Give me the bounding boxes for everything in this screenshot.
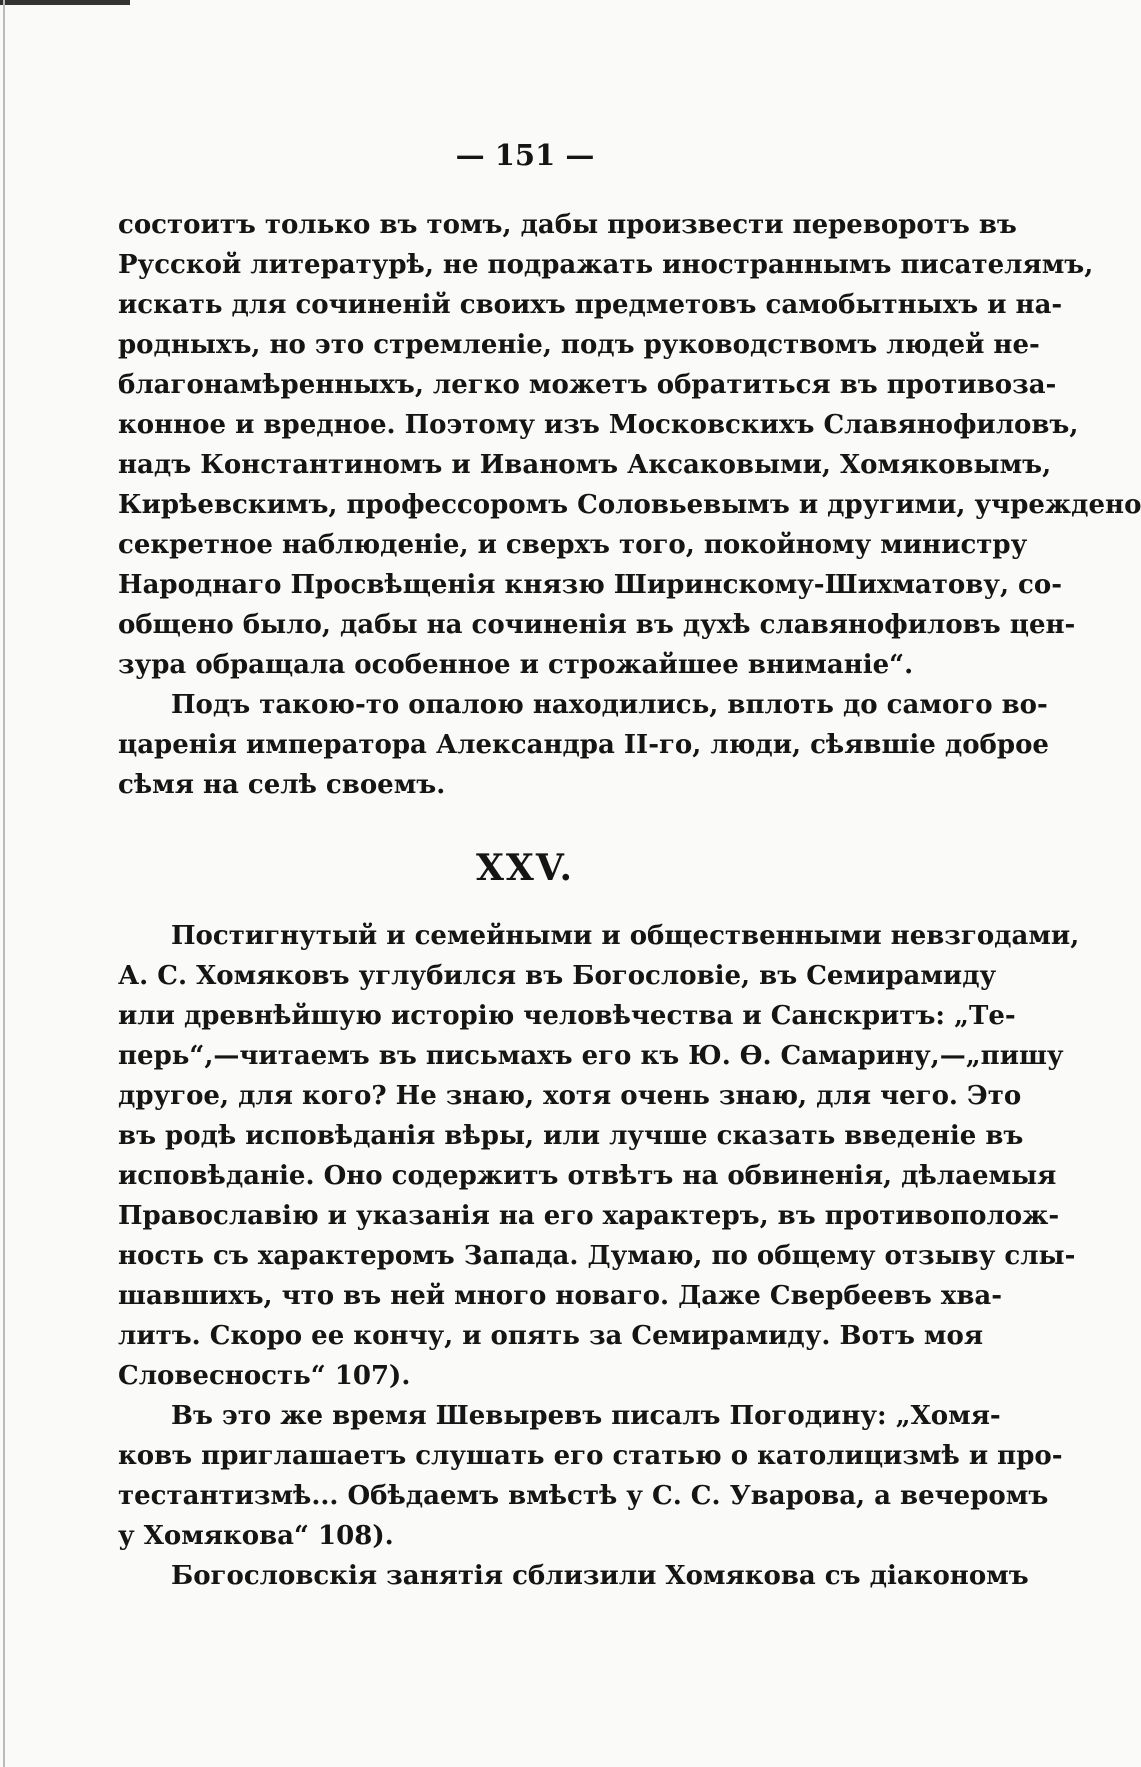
- text-line: Постигнутый и семейными и общественными невзгодами,: [171, 921, 1080, 951]
- text-line: царенія императора Александра II-го, люди, сѣявшіе доброе: [118, 730, 1049, 760]
- text-line: тестантизмѣ... Обѣдаемъ вмѣстѣ у С. С. Уварова, а вечеромъ: [118, 1481, 1049, 1511]
- text-line: родныхъ, но это стремленіе, подъ руководствомъ людей не-: [118, 330, 1040, 360]
- text-line: другое, для кого? Не знаю, хотя очень знаю, для чего. Это: [118, 1081, 1022, 1111]
- text-line: конное и вредное. Поэтому изъ Московскихъ Славянофиловъ,: [118, 410, 1079, 440]
- text-line: А. С. Хомяковъ углубился въ Богословіе, въ Семирамиду: [118, 961, 997, 991]
- text-line: или древнѣйшую исторію человѣчества и Санскритъ: „Те-: [118, 1001, 1016, 1031]
- text-line: перь“,—читаемъ въ письмахъ его къ Ю. Ѳ. Самарину,—„пишу: [118, 1041, 1064, 1071]
- text-line: ковъ приглашаетъ слушать его статью о католицизмѣ и про-: [118, 1441, 1063, 1471]
- text-line: зура обращала особенное и строжайшее вниманіе“.: [118, 650, 914, 680]
- text-line: исповѣданіе. Оно содержитъ отвѣтъ на обвиненія, дѣлаемыя: [118, 1161, 1057, 1191]
- scan-corner-mark: [0, 0, 130, 5]
- paragraph: [118, 685, 1049, 805]
- text-line: Православію и указанія на его характеръ, въ противополож-: [118, 1201, 1060, 1231]
- paragraph: [118, 1396, 1063, 1556]
- text-line: состоитъ только въ томъ, дабы произвести переворотъ въ: [118, 210, 1017, 240]
- text-line: Подъ такою-то опалою находились, вплоть до самого во-: [171, 690, 1048, 720]
- text-line: Словесность“ 107).: [118, 1361, 411, 1391]
- paragraph-continuation: [118, 205, 1141, 685]
- text-line: Русской литературѣ, не подражать иностраннымъ писателямъ,: [118, 250, 1094, 280]
- paragraph: [118, 1556, 1029, 1596]
- text-line: надъ Константиномъ и Иваномъ Аксаковыми, Хомяковымъ,: [118, 450, 1052, 480]
- text-line: благонамѣренныхъ, легко можетъ обратиться въ противоза-: [118, 370, 1057, 400]
- text-line: искать для сочиненій своихъ предметовъ самобытныхъ и на-: [118, 290, 1063, 320]
- text-line: секретное наблюденіе, и сверхъ того, покойному министру: [118, 530, 1028, 560]
- text-line: общено было, дабы на сочиненія въ духѣ славянофиловъ цен-: [118, 610, 1076, 640]
- page-number: — 151 —: [455, 138, 595, 172]
- text-line: литъ. Скоро ее кончу, и опять за Семирамиду. Вотъ моя: [118, 1321, 984, 1351]
- paragraph: [118, 916, 1080, 1396]
- chapter-heading: XXV.: [475, 847, 575, 889]
- text-line: Кирѣевскимъ, профессоромъ Соловьевымъ и другими, учреждено: [118, 490, 1141, 520]
- top-text-section: [118, 205, 1141, 805]
- text-line: у Хомякова“ 108).: [118, 1521, 394, 1551]
- text-line: ность съ характеромъ Запада. Думаю, по общему отзыву слы-: [118, 1241, 1076, 1271]
- bottom-text-section: [118, 916, 1080, 1596]
- text-line: шавшихъ, что въ ней много новаго. Даже Свербеевъ хва-: [118, 1281, 1003, 1311]
- text-line: Народнаго Просвѣщенія князю Ширинскому-Шихматову, со-: [118, 570, 1063, 600]
- text-line: Богословскія занятія сблизили Хомякова съ діакономъ: [171, 1561, 1029, 1591]
- text-line: сѣмя на селѣ своемъ.: [118, 770, 446, 800]
- text-line: Въ это же время Шевыревъ писалъ Погодину: „Хомя-: [171, 1401, 1001, 1431]
- text-line: въ родѣ исповѣданія вѣры, или лучше сказать введеніе въ: [118, 1121, 1024, 1151]
